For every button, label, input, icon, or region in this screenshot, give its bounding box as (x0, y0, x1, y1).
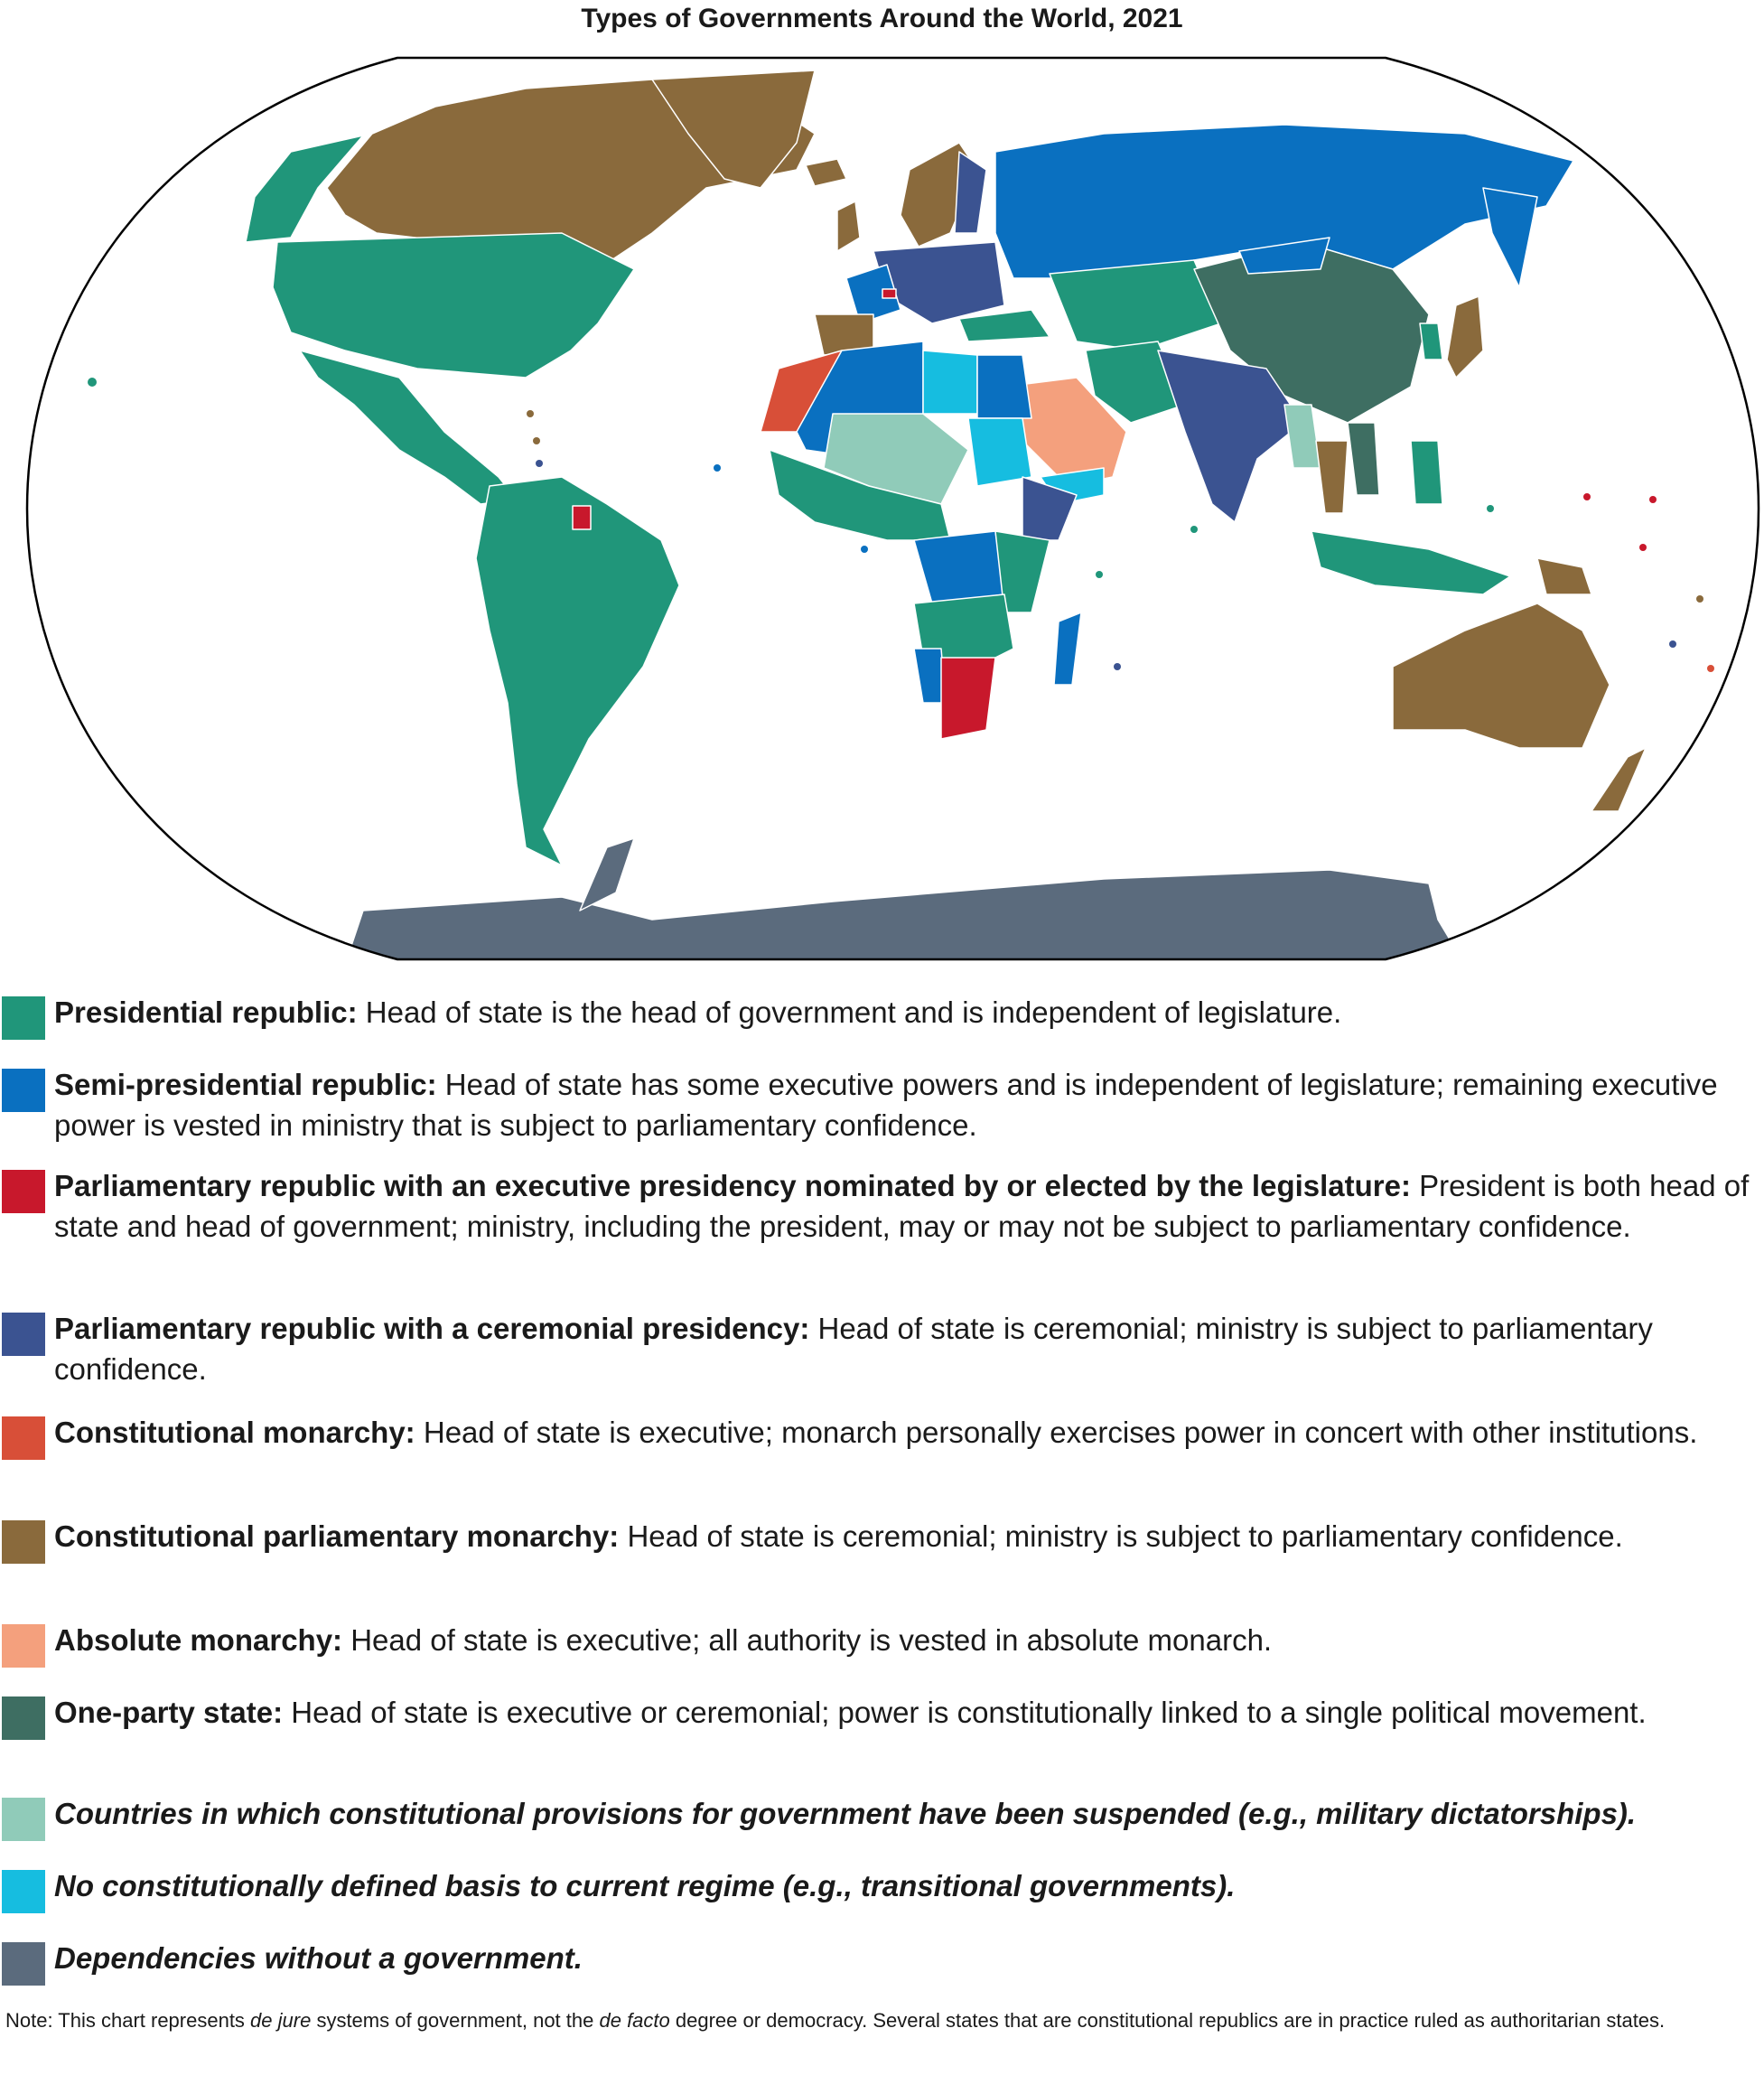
legend-swatch (2, 1069, 45, 1112)
island-marshall (1583, 493, 1591, 500)
legend-swatch (2, 1416, 45, 1460)
region-sudan (968, 418, 1031, 486)
region-japan (1447, 296, 1483, 378)
region-egypt (977, 355, 1031, 418)
region-kamchatka (1483, 188, 1537, 287)
island-palau (1487, 505, 1494, 512)
world-map (20, 52, 1764, 965)
legend-term: Constitutional parliamentary monarchy: (54, 1519, 620, 1553)
legend-desc: Head of state is executive; all authority is vested in absolute monarch. (342, 1623, 1273, 1657)
region-south-america (476, 477, 679, 865)
island-caribbean-1 (527, 410, 534, 417)
legend-term: Absolute monarchy: (54, 1623, 343, 1657)
island-tonga (1707, 665, 1714, 672)
region-central-africa (914, 531, 1004, 603)
legend-swatch (2, 1170, 45, 1213)
region-suriname (573, 506, 591, 529)
legend-desc: Head of state is ceremonial; ministry is subject to parliamentary confidence. (619, 1519, 1623, 1553)
island-maldives (1190, 526, 1198, 533)
island-caribbean-2 (533, 437, 540, 444)
legend-swatch (2, 1942, 45, 1986)
region-myanmar (1284, 405, 1321, 468)
legend-desc: Head of state is executive or ceremonial; power is constitutionally linked to a single political movement. (283, 1696, 1647, 1729)
region-libya (923, 351, 977, 414)
island-nauru (1639, 544, 1647, 551)
legend-desc: Head of state has some executive powers and is independent of legislature; remaining executive power is vested in ministry that is subject to parliamentary confidence. (54, 1068, 1718, 1142)
island-cape-verde (714, 464, 721, 472)
region-thailand (1316, 441, 1348, 513)
legend-swatch (2, 1696, 45, 1740)
map-title: Types of Governments Around the World, 2021 (581, 4, 1183, 33)
legend-term: No constitutionally defined basis to current regime (e.g., transitional governments). (54, 1869, 1236, 1902)
region-antarctic-peninsula (580, 838, 634, 911)
legend-term: Semi-presidential republic: (54, 1068, 437, 1101)
legend-term: One-party state: (54, 1696, 284, 1729)
island-kiribati (1649, 496, 1657, 503)
island-sao-tome (861, 546, 868, 553)
region-uk (837, 201, 860, 251)
island-seychelles (1096, 571, 1103, 578)
region-vietnam (1348, 423, 1379, 495)
region-finland (955, 152, 986, 233)
legend-desc: Head of state is executive; monarch personally exercises power in concert with other institutions. (415, 1416, 1698, 1449)
island-mauritius (1114, 663, 1121, 670)
legend-term: Constitutional monarchy: (54, 1416, 415, 1449)
region-antarctica (345, 870, 1465, 965)
region-korea (1420, 323, 1442, 360)
island-tuvalu (1696, 595, 1703, 603)
legend-swatch (2, 1520, 45, 1564)
legend-term: Countries in which constitutional provisions for government have been suspended (e.g., military dictatorships). (54, 1797, 1637, 1830)
island-hawaii (88, 378, 97, 387)
region-turkey (959, 310, 1050, 341)
legend-swatch (2, 996, 45, 1040)
legend-desc: Head of state is ceremonial; ministry is subject to parliamentary confidence. (54, 1312, 1653, 1386)
region-png (1537, 558, 1591, 594)
region-iceland (806, 159, 846, 186)
legend-term: Dependencies without a government. (54, 1941, 583, 1975)
legend-term: Parliamentary republic with a ceremonial presidency: (54, 1312, 810, 1345)
legend-swatch (2, 1624, 45, 1668)
island-caribbean-3 (536, 460, 543, 467)
region-australia (1393, 603, 1610, 748)
region-switzerland (882, 289, 896, 298)
footnote: Note: This chart represents de jure systems of government, not the de facto degree or democracy. Several states that are constitutional republics are in practice ruled as authoritarian states. (5, 2009, 1666, 2032)
region-new-zealand (1591, 748, 1646, 811)
legend-term: Presidential republic: (54, 995, 358, 1029)
island-fiji (1669, 640, 1676, 648)
region-indonesia (1311, 531, 1510, 594)
region-usa (273, 233, 634, 378)
legend-swatch (2, 1313, 45, 1356)
legend-swatch (2, 1870, 45, 1913)
region-south-africa (941, 658, 995, 739)
legend-desc: Head of state is the head of government and is independent of legislature. (357, 995, 1342, 1029)
region-madagascar (1054, 612, 1081, 685)
legend-swatch (2, 1798, 45, 1841)
legend-desc: President is both head of state and head of government; ministry, including the president, may or may not be subject to parliamentary confidence. (54, 1169, 1750, 1243)
region-philippines (1411, 441, 1442, 504)
legend-term: Parliamentary republic with an executive presidency nominated by or elected by the legislature: (54, 1169, 1411, 1202)
